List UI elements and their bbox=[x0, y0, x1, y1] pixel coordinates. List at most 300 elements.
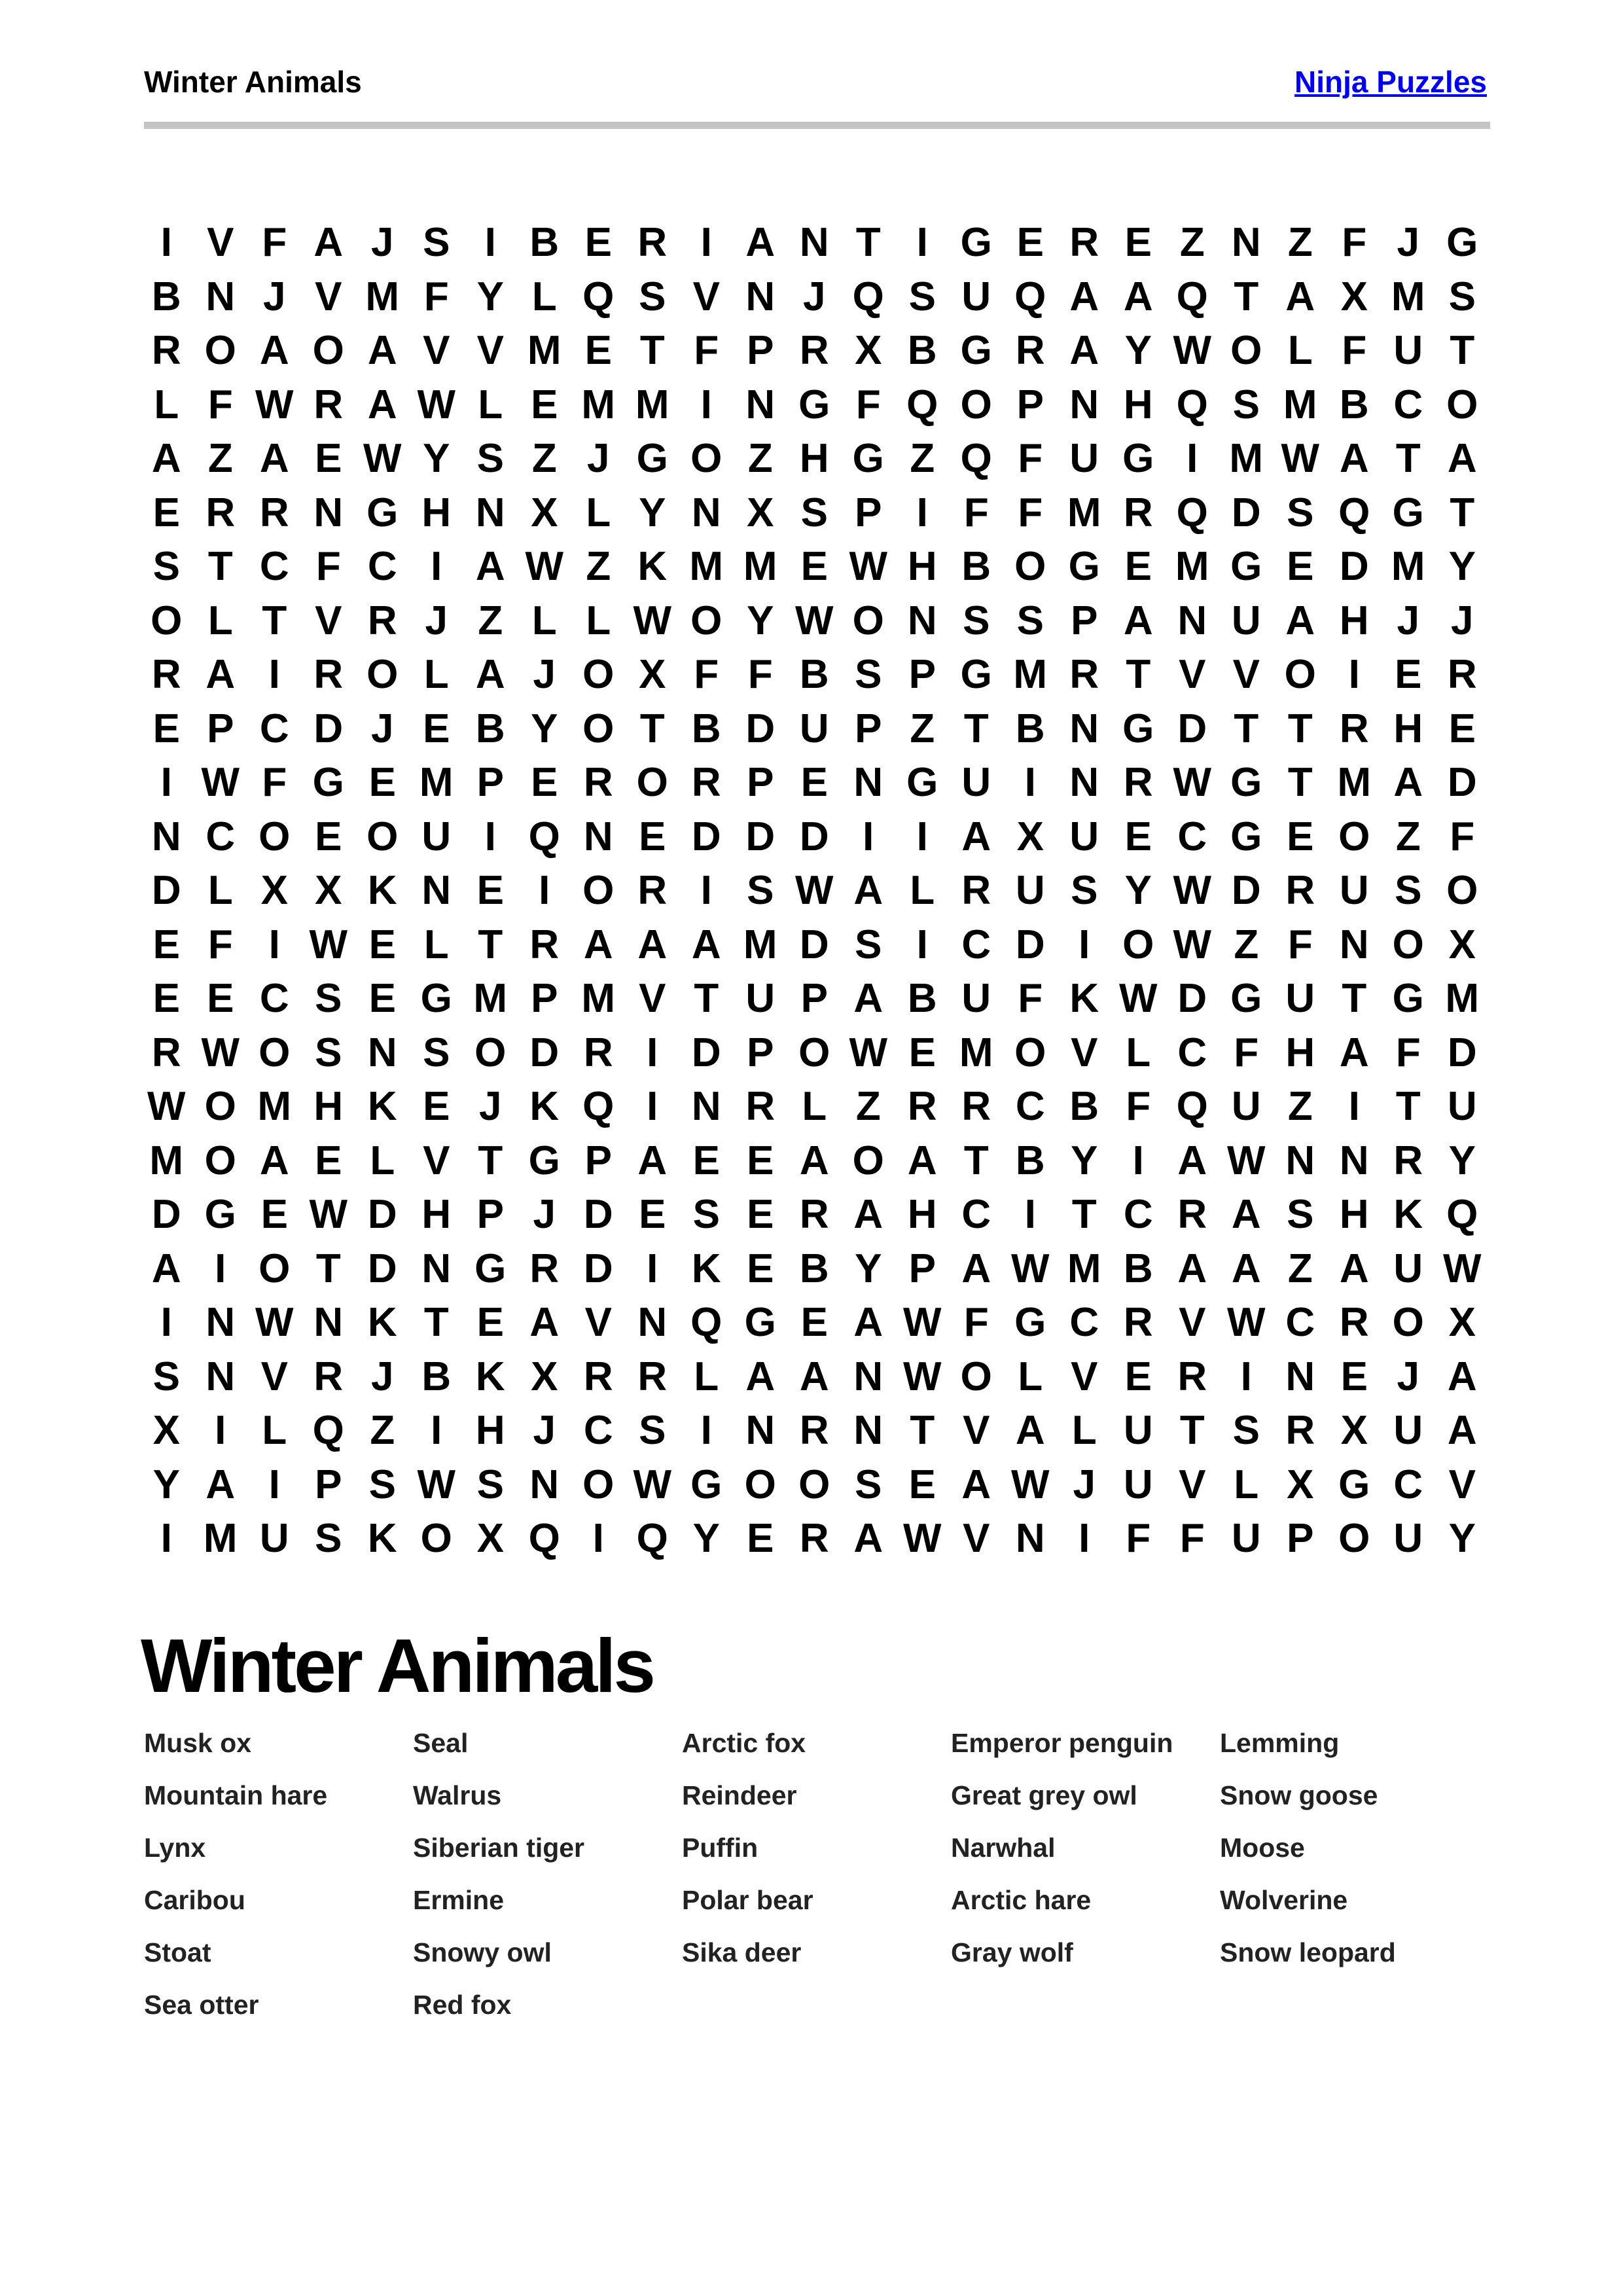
grid-letter[interactable]: I bbox=[215, 1408, 226, 1453]
grid-letter[interactable]: K bbox=[1393, 1192, 1423, 1237]
grid-letter[interactable]: I bbox=[268, 652, 280, 697]
grid-letter[interactable]: Y bbox=[152, 1462, 180, 1507]
grid-letter[interactable]: E bbox=[800, 544, 828, 589]
grid-letter[interactable]: G bbox=[636, 436, 668, 481]
grid-letter[interactable]: U bbox=[745, 976, 776, 1021]
grid-letter[interactable]: E bbox=[747, 1138, 774, 1183]
grid-letter[interactable]: O bbox=[960, 1354, 992, 1399]
grid-letter[interactable]: N bbox=[151, 814, 181, 859]
grid-letter[interactable]: W bbox=[1442, 1246, 1482, 1291]
grid-letter[interactable]: K bbox=[367, 868, 397, 913]
grid-letter[interactable]: T bbox=[694, 976, 719, 1021]
grid-letter[interactable]: S bbox=[152, 544, 180, 589]
grid-letter[interactable]: S bbox=[423, 220, 450, 265]
grid-letter[interactable]: L bbox=[370, 1138, 395, 1183]
grid-letter[interactable]: O bbox=[420, 1516, 452, 1561]
grid-letter[interactable]: S bbox=[639, 1408, 666, 1453]
grid-letter[interactable]: N bbox=[475, 490, 505, 535]
grid-letter[interactable]: R bbox=[583, 760, 613, 805]
grid-letter[interactable]: N bbox=[1069, 382, 1099, 427]
grid-letter[interactable]: W bbox=[201, 760, 240, 805]
grid-letter[interactable]: E bbox=[368, 760, 396, 805]
grid-letter[interactable]: O bbox=[582, 868, 615, 913]
grid-letter[interactable]: F bbox=[963, 490, 989, 535]
grid-letter[interactable]: C bbox=[1177, 814, 1207, 859]
grid-letter[interactable]: S bbox=[1287, 1192, 1314, 1237]
grid-letter[interactable]: E bbox=[584, 328, 612, 373]
grid-letter[interactable]: N bbox=[853, 1354, 883, 1399]
grid-letter[interactable]: G bbox=[960, 220, 992, 265]
grid-letter[interactable]: A bbox=[151, 436, 181, 481]
grid-letter[interactable]: C bbox=[367, 544, 397, 589]
grid-letter[interactable]: V bbox=[423, 328, 450, 373]
grid-letter[interactable]: X bbox=[1448, 1300, 1476, 1345]
grid-letter[interactable]: A bbox=[1123, 274, 1153, 319]
grid-letter[interactable]: L bbox=[423, 652, 449, 697]
grid-letter[interactable]: W bbox=[633, 1462, 672, 1507]
grid-letter[interactable]: A bbox=[259, 436, 289, 481]
grid-letter[interactable]: Z bbox=[478, 598, 503, 643]
grid-letter[interactable]: B bbox=[961, 544, 991, 589]
grid-letter[interactable]: D bbox=[799, 814, 829, 859]
grid-letter[interactable]: I bbox=[1348, 652, 1360, 697]
grid-letter[interactable]: I bbox=[1348, 1084, 1360, 1129]
grid-letter[interactable]: X bbox=[315, 868, 342, 913]
grid-letter[interactable]: U bbox=[961, 760, 991, 805]
grid-letter[interactable]: I bbox=[592, 1516, 604, 1561]
grid-letter[interactable]: Z bbox=[1287, 1246, 1313, 1291]
grid-letter[interactable]: M bbox=[743, 922, 777, 967]
grid-letter[interactable]: N bbox=[853, 760, 883, 805]
grid-letter[interactable]: D bbox=[1015, 922, 1045, 967]
grid-letter[interactable]: E bbox=[800, 760, 828, 805]
grid-letter[interactable]: F bbox=[1018, 976, 1043, 1021]
grid-letter[interactable]: J bbox=[803, 274, 826, 319]
grid-letter[interactable]: W bbox=[1173, 328, 1212, 373]
grid-letter[interactable]: W bbox=[417, 382, 456, 427]
grid-letter[interactable]: O bbox=[312, 328, 344, 373]
grid-letter[interactable]: X bbox=[1016, 814, 1044, 859]
grid-letter[interactable]: A bbox=[583, 922, 613, 967]
grid-letter[interactable]: R bbox=[1339, 706, 1369, 751]
grid-letter[interactable]: E bbox=[152, 706, 180, 751]
grid-letter[interactable]: L bbox=[531, 274, 557, 319]
grid-letter[interactable]: E bbox=[692, 1138, 720, 1183]
grid-letter[interactable]: I bbox=[700, 220, 712, 265]
grid-letter[interactable]: G bbox=[1122, 436, 1154, 481]
grid-letter[interactable]: Z bbox=[855, 1084, 881, 1129]
grid-letter[interactable]: N bbox=[205, 274, 236, 319]
grid-letter[interactable]: A bbox=[853, 1300, 883, 1345]
grid-letter[interactable]: R bbox=[1123, 760, 1153, 805]
grid-letter[interactable]: T bbox=[1234, 706, 1259, 751]
grid-letter[interactable]: A bbox=[1285, 274, 1315, 319]
grid-letter[interactable]: K bbox=[367, 1516, 397, 1561]
grid-letter[interactable]: M bbox=[581, 976, 616, 1021]
grid-letter[interactable]: F bbox=[423, 274, 449, 319]
grid-letter[interactable]: D bbox=[799, 922, 829, 967]
grid-letter[interactable]: Y bbox=[1448, 1516, 1476, 1561]
grid-letter[interactable]: R bbox=[961, 868, 991, 913]
grid-letter[interactable]: O bbox=[1122, 922, 1154, 967]
grid-letter[interactable]: C bbox=[1015, 1084, 1045, 1129]
grid-letter[interactable]: C bbox=[259, 976, 289, 1021]
grid-letter[interactable]: B bbox=[151, 274, 181, 319]
grid-letter[interactable]: D bbox=[1177, 706, 1207, 751]
grid-letter[interactable]: J bbox=[1397, 1354, 1419, 1399]
grid-letter[interactable]: F bbox=[694, 652, 719, 697]
grid-letter[interactable]: A bbox=[799, 1354, 829, 1399]
grid-letter[interactable]: S bbox=[1016, 598, 1044, 643]
grid-letter[interactable]: U bbox=[259, 1516, 289, 1561]
grid-letter[interactable]: S bbox=[908, 274, 936, 319]
grid-letter[interactable]: V bbox=[1232, 652, 1260, 697]
grid-letter[interactable]: A bbox=[1231, 1246, 1261, 1291]
grid-letter[interactable]: K bbox=[475, 1354, 505, 1399]
grid-letter[interactable]: X bbox=[531, 1354, 558, 1399]
grid-letter[interactable]: B bbox=[1015, 1138, 1045, 1183]
grid-letter[interactable]: O bbox=[366, 652, 399, 697]
grid-letter[interactable]: G bbox=[420, 976, 452, 1021]
grid-letter[interactable]: W bbox=[1281, 436, 1320, 481]
grid-letter[interactable]: A bbox=[745, 1354, 776, 1399]
grid-letter[interactable]: U bbox=[1231, 1516, 1261, 1561]
grid-letter[interactable]: D bbox=[367, 1192, 397, 1237]
grid-letter[interactable]: G bbox=[474, 1246, 507, 1291]
grid-letter[interactable]: D bbox=[1231, 868, 1261, 913]
grid-letter[interactable]: E bbox=[152, 490, 180, 535]
grid-letter[interactable]: F bbox=[747, 652, 773, 697]
grid-letter[interactable]: D bbox=[745, 706, 776, 751]
grid-letter[interactable]: P bbox=[1287, 1516, 1314, 1561]
grid-letter[interactable]: Z bbox=[586, 544, 611, 589]
grid-letter[interactable]: S bbox=[315, 1030, 342, 1075]
grid-letter[interactable]: U bbox=[1393, 1516, 1423, 1561]
grid-letter[interactable]: I bbox=[1079, 1516, 1090, 1561]
grid-letter[interactable]: D bbox=[1339, 544, 1369, 589]
grid-letter[interactable]: R bbox=[799, 1516, 829, 1561]
grid-letter[interactable]: M bbox=[689, 544, 724, 589]
grid-letter[interactable]: F bbox=[1126, 1516, 1151, 1561]
grid-letter[interactable]: E bbox=[747, 1516, 774, 1561]
grid-letter[interactable]: I bbox=[1186, 436, 1198, 481]
grid-letter[interactable]: M bbox=[1067, 1246, 1101, 1291]
grid-letter[interactable]: E bbox=[315, 814, 342, 859]
grid-letter[interactable]: N bbox=[313, 490, 344, 535]
grid-letter[interactable]: F bbox=[1287, 922, 1313, 967]
grid-letter[interactable]: E bbox=[423, 1084, 450, 1129]
grid-letter[interactable]: R bbox=[583, 1354, 613, 1399]
grid-letter[interactable]: Q bbox=[690, 1300, 722, 1345]
grid-letter[interactable]: W bbox=[255, 1300, 294, 1345]
grid-letter[interactable]: P bbox=[1071, 598, 1098, 643]
grid-letter[interactable]: A bbox=[1069, 274, 1099, 319]
grid-letter[interactable]: G bbox=[1068, 544, 1100, 589]
grid-letter[interactable]: O bbox=[744, 1462, 776, 1507]
grid-letter[interactable]: G bbox=[1230, 544, 1262, 589]
grid-letter[interactable]: F bbox=[855, 382, 881, 427]
grid-letter[interactable]: V bbox=[315, 274, 342, 319]
grid-letter[interactable]: V bbox=[476, 328, 504, 373]
grid-letter[interactable]: G bbox=[960, 652, 992, 697]
grid-letter[interactable]: E bbox=[531, 382, 558, 427]
grid-letter[interactable]: S bbox=[423, 1030, 450, 1075]
grid-letter[interactable]: Q bbox=[1176, 1084, 1208, 1129]
grid-letter[interactable]: T bbox=[315, 1246, 341, 1291]
grid-letter[interactable]: J bbox=[371, 220, 394, 265]
grid-letter[interactable]: L bbox=[1071, 1408, 1097, 1453]
grid-letter[interactable]: X bbox=[747, 490, 774, 535]
grid-letter[interactable]: U bbox=[799, 706, 829, 751]
grid-letter[interactable]: Q bbox=[582, 1084, 615, 1129]
grid-letter[interactable]: E bbox=[368, 976, 396, 1021]
grid-letter[interactable]: J bbox=[533, 1192, 556, 1237]
grid-letter[interactable]: C bbox=[259, 706, 289, 751]
grid-letter[interactable]: X bbox=[855, 328, 882, 373]
grid-letter[interactable]: R bbox=[583, 1030, 613, 1075]
grid-letter[interactable]: A bbox=[1123, 598, 1153, 643]
grid-letter[interactable]: S bbox=[1071, 868, 1098, 913]
grid-letter[interactable]: N bbox=[1339, 922, 1369, 967]
grid-letter[interactable]: W bbox=[255, 382, 294, 427]
grid-letter[interactable]: M bbox=[1283, 382, 1317, 427]
grid-letter[interactable]: P bbox=[1016, 382, 1044, 427]
grid-letter[interactable]: L bbox=[586, 598, 611, 643]
grid-letter[interactable]: N bbox=[1231, 220, 1261, 265]
grid-letter[interactable]: R bbox=[637, 220, 668, 265]
grid-letter[interactable]: H bbox=[421, 490, 452, 535]
grid-letter[interactable]: T bbox=[1126, 652, 1151, 697]
grid-letter[interactable]: G bbox=[852, 436, 884, 481]
grid-letter[interactable]: U bbox=[961, 274, 991, 319]
grid-letter[interactable]: I bbox=[1024, 1192, 1036, 1237]
grid-letter[interactable]: L bbox=[478, 382, 503, 427]
grid-letter[interactable]: O bbox=[852, 1138, 884, 1183]
grid-letter[interactable]: Y bbox=[855, 1246, 882, 1291]
grid-letter[interactable]: U bbox=[1285, 976, 1315, 1021]
grid-letter[interactable]: A bbox=[367, 382, 397, 427]
grid-letter[interactable]: P bbox=[584, 1138, 612, 1183]
grid-letter[interactable]: H bbox=[1339, 1192, 1369, 1237]
grid-letter[interactable]: O bbox=[636, 760, 668, 805]
grid-letter[interactable]: G bbox=[1446, 220, 1478, 265]
grid-letter[interactable]: J bbox=[587, 436, 610, 481]
grid-letter[interactable]: G bbox=[1014, 1300, 1046, 1345]
grid-letter[interactable]: Z bbox=[531, 436, 557, 481]
grid-letter[interactable]: I bbox=[431, 544, 442, 589]
grid-letter[interactable]: S bbox=[1232, 382, 1260, 427]
grid-letter[interactable]: C bbox=[259, 544, 289, 589]
grid-letter[interactable]: A bbox=[205, 652, 236, 697]
grid-letter[interactable]: Y bbox=[1124, 868, 1152, 913]
grid-letter[interactable]: G bbox=[1230, 760, 1262, 805]
grid-letter[interactable]: K bbox=[637, 544, 668, 589]
grid-letter[interactable]: O bbox=[582, 706, 615, 751]
grid-letter[interactable]: Q bbox=[1176, 490, 1208, 535]
grid-letter[interactable]: E bbox=[1448, 706, 1476, 751]
grid-letter[interactable]: D bbox=[151, 1192, 181, 1237]
ninja-puzzles-link[interactable]: Ninja Puzzles bbox=[1294, 65, 1487, 99]
grid-letter[interactable]: J bbox=[425, 598, 448, 643]
grid-letter[interactable]: Q bbox=[582, 274, 615, 319]
grid-letter[interactable]: E bbox=[315, 1138, 342, 1183]
grid-letter[interactable]: I bbox=[1079, 922, 1090, 967]
grid-letter[interactable]: B bbox=[799, 1246, 829, 1291]
grid-letter[interactable]: A bbox=[205, 1462, 236, 1507]
grid-letter[interactable]: E bbox=[1124, 544, 1152, 589]
grid-letter[interactable]: B bbox=[1339, 382, 1369, 427]
grid-letter[interactable]: W bbox=[902, 1354, 942, 1399]
grid-letter[interactable]: F bbox=[694, 328, 719, 373]
grid-letter[interactable]: F bbox=[1342, 220, 1367, 265]
grid-letter[interactable]: I bbox=[160, 220, 172, 265]
grid-letter[interactable]: V bbox=[1179, 1462, 1206, 1507]
grid-letter[interactable]: N bbox=[313, 1300, 344, 1345]
grid-letter[interactable]: D bbox=[529, 1030, 560, 1075]
grid-letter[interactable]: O bbox=[1392, 1300, 1424, 1345]
grid-letter[interactable]: O bbox=[1230, 328, 1262, 373]
grid-letter[interactable]: Q bbox=[1014, 274, 1046, 319]
grid-letter[interactable]: D bbox=[691, 814, 721, 859]
grid-letter[interactable]: H bbox=[1339, 598, 1369, 643]
grid-letter[interactable]: Y bbox=[476, 274, 504, 319]
grid-letter[interactable]: B bbox=[529, 220, 560, 265]
grid-letter[interactable]: R bbox=[907, 1084, 937, 1129]
grid-letter[interactable]: B bbox=[907, 328, 937, 373]
grid-letter[interactable]: I bbox=[700, 1408, 712, 1453]
grid-letter[interactable]: D bbox=[1177, 976, 1207, 1021]
grid-letter[interactable]: V bbox=[1071, 1354, 1098, 1399]
grid-letter[interactable]: Y bbox=[531, 706, 558, 751]
grid-letter[interactable]: Q bbox=[906, 382, 938, 427]
grid-letter[interactable]: R bbox=[745, 1084, 776, 1129]
grid-letter[interactable]: M bbox=[1337, 760, 1372, 805]
grid-letter[interactable]: E bbox=[639, 814, 666, 859]
grid-letter[interactable]: R bbox=[1069, 220, 1099, 265]
grid-letter[interactable]: G bbox=[1338, 1462, 1370, 1507]
grid-letter[interactable]: D bbox=[583, 1192, 613, 1237]
grid-letter[interactable]: N bbox=[529, 1462, 560, 1507]
grid-letter[interactable]: P bbox=[531, 976, 558, 1021]
grid-letter[interactable]: B bbox=[799, 652, 829, 697]
grid-letter[interactable]: N bbox=[745, 1408, 776, 1453]
grid-letter[interactable]: W bbox=[309, 1192, 348, 1237]
grid-letter[interactable]: D bbox=[745, 814, 776, 859]
grid-letter[interactable]: C bbox=[961, 922, 991, 967]
grid-letter[interactable]: A bbox=[151, 1246, 181, 1291]
grid-letter[interactable]: M bbox=[257, 1084, 292, 1129]
grid-letter[interactable]: B bbox=[421, 1354, 452, 1399]
grid-letter[interactable]: P bbox=[855, 706, 882, 751]
grid-letter[interactable]: Z bbox=[747, 436, 773, 481]
grid-letter[interactable]: A bbox=[529, 1300, 560, 1345]
grid-letter[interactable]: O bbox=[960, 382, 992, 427]
grid-letter[interactable]: G bbox=[744, 1300, 776, 1345]
grid-letter[interactable]: G bbox=[528, 1138, 560, 1183]
grid-letter[interactable]: N bbox=[799, 220, 829, 265]
grid-letter[interactable]: R bbox=[1015, 328, 1045, 373]
grid-letter[interactable]: E bbox=[584, 220, 612, 265]
grid-letter[interactable]: O bbox=[1446, 868, 1478, 913]
grid-letter[interactable]: L bbox=[1018, 1354, 1043, 1399]
grid-letter[interactable]: D bbox=[313, 706, 344, 751]
grid-letter[interactable]: I bbox=[700, 382, 712, 427]
grid-letter[interactable]: W bbox=[849, 544, 888, 589]
grid-letter[interactable]: J bbox=[263, 274, 286, 319]
grid-letter[interactable]: L bbox=[262, 1408, 287, 1453]
grid-letter[interactable]: O bbox=[852, 598, 884, 643]
grid-letter[interactable]: Z bbox=[370, 1408, 395, 1453]
grid-letter[interactable]: A bbox=[1015, 1408, 1045, 1453]
grid-letter[interactable]: R bbox=[529, 1246, 560, 1291]
grid-letter[interactable]: T bbox=[423, 1300, 449, 1345]
grid-letter[interactable]: C bbox=[1393, 1462, 1423, 1507]
grid-letter[interactable]: M bbox=[419, 760, 454, 805]
grid-letter[interactable]: A bbox=[691, 922, 721, 967]
grid-letter[interactable]: X bbox=[639, 652, 666, 697]
grid-letter[interactable]: N bbox=[691, 1084, 721, 1129]
grid-letter[interactable]: M bbox=[1175, 544, 1209, 589]
grid-letter[interactable]: U bbox=[1393, 1246, 1423, 1291]
grid-letter[interactable]: S bbox=[855, 922, 882, 967]
grid-letter[interactable]: M bbox=[527, 328, 562, 373]
grid-letter[interactable]: I bbox=[863, 814, 874, 859]
grid-letter[interactable]: O bbox=[690, 436, 722, 481]
grid-letter[interactable]: B bbox=[1069, 1084, 1099, 1129]
grid-letter[interactable]: H bbox=[421, 1192, 452, 1237]
grid-letter[interactable]: J bbox=[533, 652, 556, 697]
grid-letter[interactable]: A bbox=[799, 1138, 829, 1183]
grid-letter[interactable]: A bbox=[1447, 1354, 1477, 1399]
grid-letter[interactable]: R bbox=[799, 328, 829, 373]
grid-letter[interactable]: X bbox=[1287, 1462, 1314, 1507]
grid-letter[interactable]: I bbox=[1240, 1354, 1252, 1399]
grid-letter[interactable]: V bbox=[963, 1408, 990, 1453]
grid-letter[interactable]: A bbox=[853, 976, 883, 1021]
grid-letter[interactable]: M bbox=[203, 1516, 238, 1561]
grid-letter[interactable]: X bbox=[1340, 1408, 1368, 1453]
grid-letter[interactable]: W bbox=[902, 1300, 942, 1345]
grid-letter[interactable]: T bbox=[1234, 274, 1259, 319]
grid-letter[interactable]: L bbox=[1126, 1030, 1151, 1075]
grid-letter[interactable]: N bbox=[421, 868, 452, 913]
grid-letter[interactable]: T bbox=[1395, 1084, 1421, 1129]
grid-letter[interactable]: I bbox=[160, 760, 172, 805]
grid-letter[interactable]: Z bbox=[1179, 220, 1205, 265]
grid-letter[interactable]: W bbox=[794, 598, 834, 643]
grid-letter[interactable]: S bbox=[747, 868, 774, 913]
grid-letter[interactable]: L bbox=[910, 868, 935, 913]
grid-letter[interactable]: O bbox=[151, 598, 183, 643]
grid-letter[interactable]: U bbox=[1015, 868, 1045, 913]
grid-letter[interactable]: I bbox=[916, 220, 928, 265]
grid-letter[interactable]: N bbox=[745, 382, 776, 427]
grid-letter[interactable]: X bbox=[476, 1516, 504, 1561]
grid-letter[interactable]: E bbox=[1340, 1354, 1368, 1399]
grid-letter[interactable]: I bbox=[539, 868, 550, 913]
grid-letter[interactable]: R bbox=[259, 490, 289, 535]
grid-letter[interactable]: V bbox=[207, 220, 234, 265]
grid-letter[interactable]: H bbox=[1285, 1030, 1315, 1075]
grid-letter[interactable]: G bbox=[1122, 706, 1154, 751]
grid-letter[interactable]: I bbox=[160, 1300, 172, 1345]
grid-letter[interactable]: O bbox=[1284, 652, 1316, 697]
grid-letter[interactable]: A bbox=[853, 1516, 883, 1561]
grid-letter[interactable]: R bbox=[1285, 868, 1315, 913]
grid-letter[interactable]: N bbox=[1339, 1138, 1369, 1183]
grid-letter[interactable]: J bbox=[371, 706, 394, 751]
grid-letter[interactable]: W bbox=[794, 868, 834, 913]
